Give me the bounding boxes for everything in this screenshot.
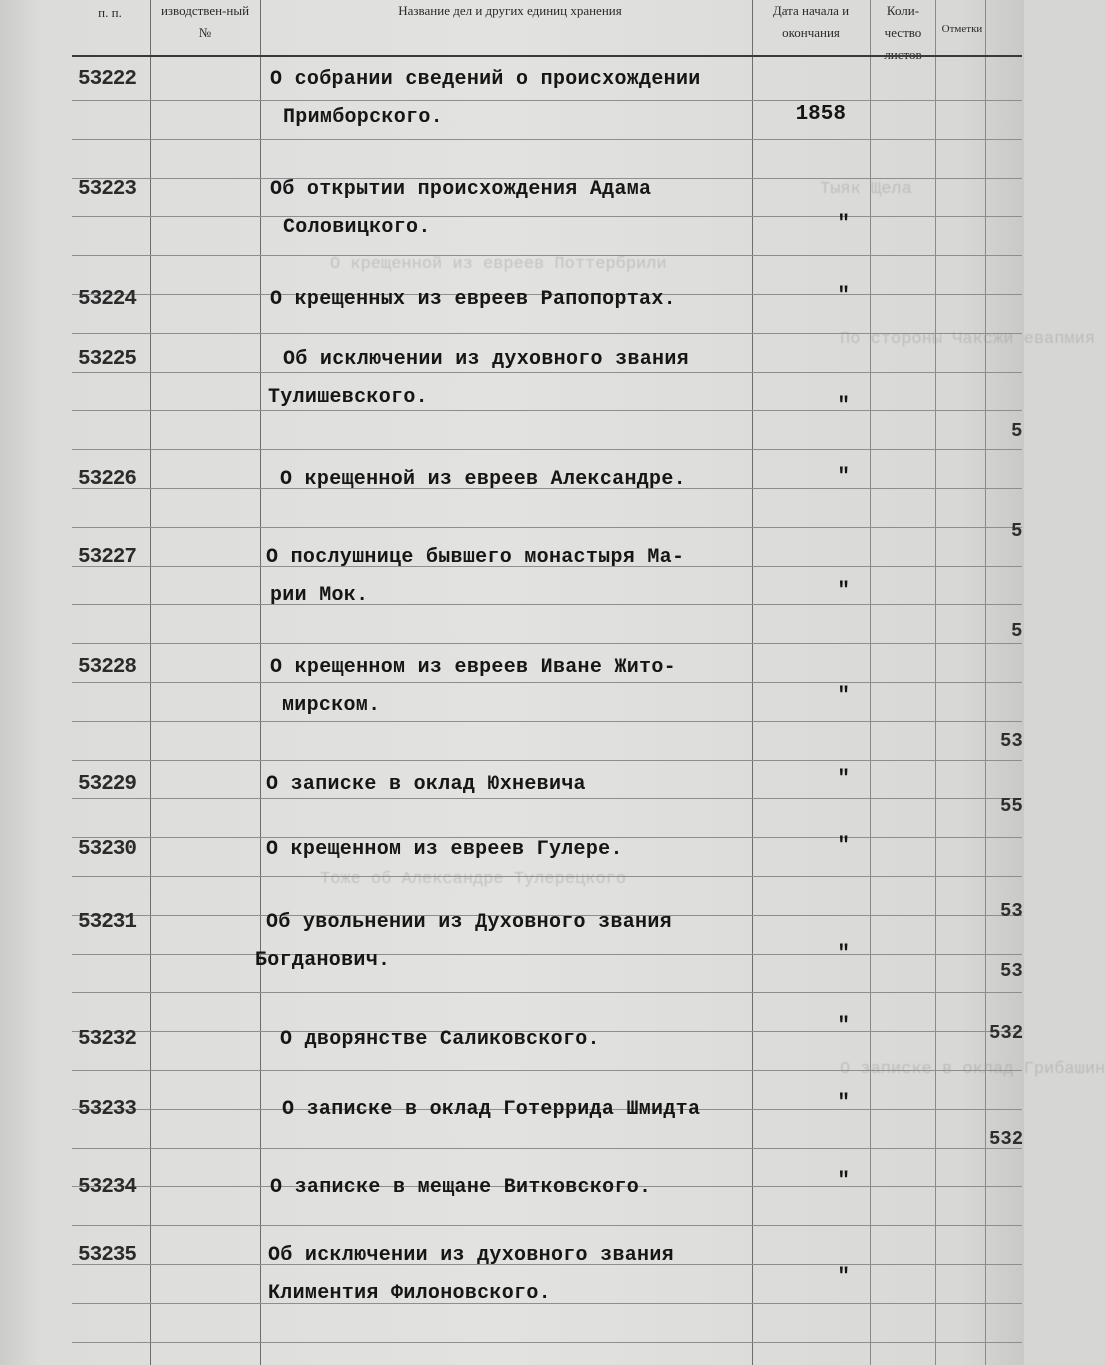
header-col-dates: Дата начала и окончания <box>772 3 850 40</box>
record-title-line: О записке в оклад Готеррида Шмидта <box>282 1098 701 1121</box>
record-date: " <box>837 835 850 858</box>
edge-number: 53 <box>1000 900 1023 922</box>
record-number: 53235 <box>78 1244 137 1267</box>
header-col-num: п. п. <box>98 5 122 20</box>
record-title-line: Об открытии происхождения Адама <box>270 178 652 201</box>
record-title-line: Об исключении из духовного звания <box>268 1244 674 1267</box>
record-date: " <box>837 395 850 418</box>
ruled-line <box>72 100 1022 101</box>
record-title-line: О собрании сведений о происхождении <box>270 68 701 91</box>
edge-number: 532 <box>989 1022 1024 1044</box>
edge-number: 53 <box>1000 730 1023 752</box>
record-title-line: О крещенном из евреев Иване Жито- <box>270 656 676 679</box>
edge-number: 53 <box>1000 960 1023 982</box>
record-date: " <box>837 580 850 603</box>
header-col-title: Название дел и других единиц хранения <box>398 3 622 18</box>
bleed-through: Тоже об Александре Тулерецкого <box>320 870 627 889</box>
record-number: 53233 <box>78 1098 137 1121</box>
record-date: " <box>837 1015 850 1038</box>
record-number: 53223 <box>78 178 137 201</box>
edge-number: 5 <box>1011 420 1023 442</box>
ruled-line <box>72 721 1022 722</box>
record-title-line: Соловицкого. <box>283 216 431 239</box>
record-title-line: Об увольнении из Духовного звания <box>266 911 672 934</box>
edge-number: 55 <box>1000 795 1023 817</box>
ruled-line <box>72 1148 1022 1149</box>
record-number: 53234 <box>78 1176 137 1199</box>
bleed-through: Тыяк Щела <box>820 180 912 199</box>
record-title-line: О записке в оклад Юхневича <box>266 773 586 796</box>
record-number: 53222 <box>78 68 137 91</box>
ruled-line <box>72 604 1022 605</box>
record-number: 53227 <box>78 546 137 569</box>
edge-number: 5 <box>1011 620 1023 642</box>
bleed-through: По стороны Чаксжи евапмия <box>840 330 1096 349</box>
ruled-line <box>72 760 1022 761</box>
ruled-line <box>72 527 1022 528</box>
record-date: " <box>837 685 850 708</box>
ruled-line <box>72 1225 1022 1226</box>
record-number: 53232 <box>78 1028 137 1051</box>
record-date: " <box>837 285 850 308</box>
record-number: 53226 <box>78 468 137 491</box>
ruled-line <box>72 643 1022 644</box>
record-date: " <box>837 768 850 791</box>
ruled-line <box>72 410 1022 411</box>
header-col-production: изводствен-ный № <box>160 3 250 40</box>
header-col-notes: Отметки <box>941 23 983 35</box>
bleed-through: О записке в оклад Грибашин <box>840 1060 1105 1079</box>
record-date: " <box>837 1092 850 1115</box>
record-number: 53230 <box>78 838 137 861</box>
record-title-line: О крещенной из евреев Александре. <box>280 468 686 491</box>
record-title-line: Тулишевского. <box>268 386 428 409</box>
header-rule <box>72 55 1022 57</box>
ruled-line <box>72 139 1022 140</box>
ruled-line <box>72 954 1022 955</box>
record-number: 53224 <box>78 288 137 311</box>
record-date: 1858 <box>795 103 846 126</box>
ruled-line <box>72 449 1022 450</box>
ruled-line <box>72 216 1022 217</box>
record-date: " <box>837 943 850 966</box>
record-title-line: О послушнице бывшего монастыря Ма- <box>266 546 685 569</box>
ruled-line <box>72 992 1022 993</box>
record-date: " <box>837 1170 850 1193</box>
record-title-line: О крещенном из евреев Гулере. <box>266 838 623 861</box>
edge-number: 532 <box>989 1128 1024 1150</box>
record-date: " <box>837 213 850 236</box>
record-date: " <box>837 1266 850 1289</box>
ruled-line <box>72 1342 1022 1343</box>
record-title-line: мирском. <box>282 694 381 717</box>
record-title-line: Примборского. <box>283 106 443 129</box>
record-title-line: О дворянстве Саликовского. <box>280 1028 600 1051</box>
record-number: 53228 <box>78 656 137 679</box>
record-title-line: Климентия Филоновского. <box>268 1282 551 1305</box>
record-number: 53231 <box>78 911 137 934</box>
header-col-sheets: Коли-чество листов <box>884 3 922 62</box>
record-number: 53229 <box>78 773 137 796</box>
record-title-line: рии Мок. <box>270 584 369 607</box>
record-date: " <box>837 466 850 489</box>
record-number: 53225 <box>78 348 137 371</box>
record-title-line: Богданович. <box>255 949 391 972</box>
record-title-line: Об исключении из духовного звания <box>283 348 689 371</box>
bleed-through: О крещенной из евреев Поттербрили <box>330 255 667 274</box>
record-title-line: О крещенных из евреев Рапопортах. <box>270 288 676 311</box>
record-title-line: О записке в мещане Витковского. <box>270 1176 652 1199</box>
edge-number: 5 <box>1011 520 1023 542</box>
